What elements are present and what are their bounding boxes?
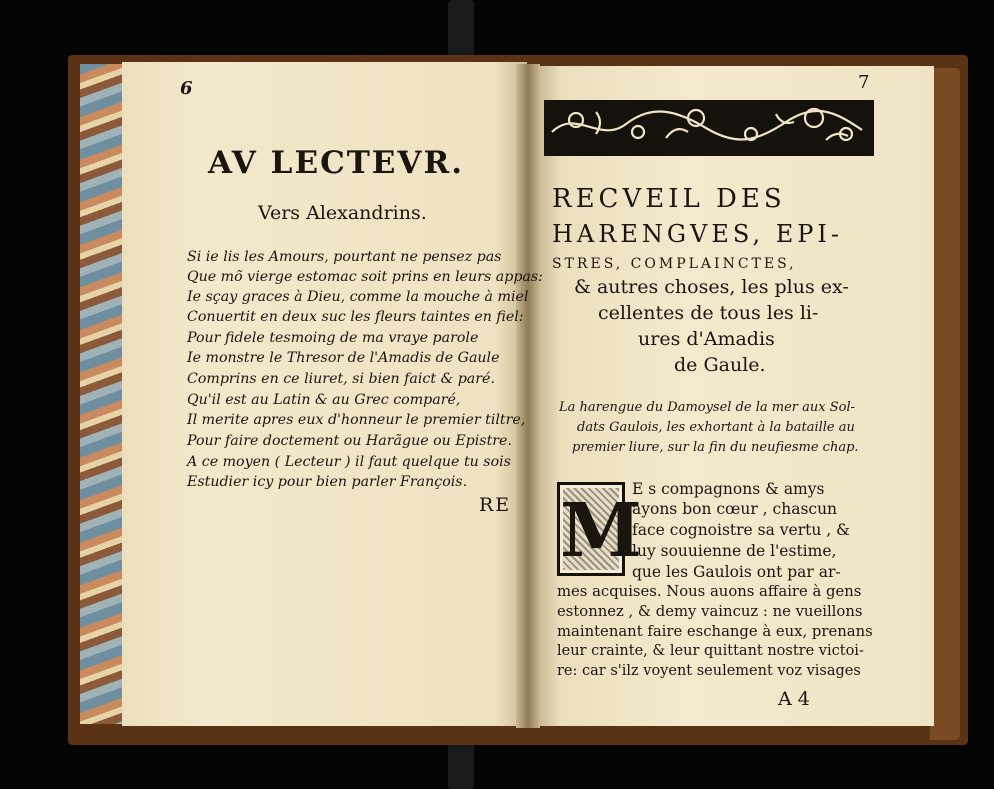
body-line: mes acquises. Nous auons affaire à gens — [557, 583, 862, 600]
verse-line: Ie monstre le Thresor de l'Amadis de Gaule — [187, 350, 500, 366]
heading-line: RECVEIL DES — [552, 184, 786, 214]
signature-mark: A 4 — [778, 688, 810, 710]
verse-line: Pour fidele tesmoing de ma vraye parole — [187, 330, 479, 346]
initial-letter: M — [560, 488, 642, 574]
book-gutter — [516, 64, 540, 728]
body-line: ayons bon cœur , chascun — [632, 500, 838, 518]
left-page-title: AV LECTEVR. — [208, 145, 465, 181]
book-cover-right-edge — [930, 68, 960, 740]
book-spine-top — [448, 0, 474, 60]
marbled-endpaper — [80, 64, 122, 724]
catchword: RE — [479, 494, 512, 516]
left-page-subtitle: Vers Alexandrins. — [258, 202, 427, 224]
heading-line: de Gaule. — [674, 354, 766, 376]
body-line: re: car s'ilz voyent seulement voz visages — [557, 663, 861, 679]
body-line: leur crainte, & leur quittant nostre victoi- — [557, 643, 864, 659]
body-line: face cognoistre sa vertu , & — [632, 521, 850, 539]
verse-line: Si ie lis les Amours, pourtant ne pensez pas — [187, 249, 502, 265]
body-line: estonnez , & demy vaincuz : ne vueillons — [557, 603, 863, 620]
right-page-number: 7 — [858, 72, 870, 93]
intro-line: dats Gaulois, les exhortant à la bataille au — [577, 420, 855, 435]
verse-line: Conuertit en deux suc les fleurs taintes en fiel: — [187, 309, 524, 325]
heading-line: ures d'Amadis — [638, 328, 775, 350]
verse-line: Estudier icy pour bien parler François. — [187, 474, 468, 490]
intro-line: La harengue du Damoysel de la mer aux Sol- — [559, 400, 856, 415]
left-page-number: 6 — [180, 78, 193, 99]
heading-line: cellentes de tous les li- — [598, 302, 819, 324]
verse-line: Pour faire doctement ou Harãgue ou Epistre. — [187, 433, 512, 449]
verse-line: Il merite apres eux d'honneur le premier tiltre, — [187, 412, 526, 428]
body-line: que les Gaulois ont par ar- — [632, 563, 841, 581]
floral-ornament-icon — [546, 102, 868, 150]
heading-line: STRES, COMPLAINCTES, — [552, 256, 797, 272]
verse-line: Que mõ vierge estomac soit prins en leurs appas: — [187, 269, 543, 285]
ornamental-headpiece — [544, 100, 874, 156]
decorated-initial — [557, 482, 642, 576]
verse-line: Qu'il est au Latin & au Grec comparé, — [187, 392, 461, 408]
body-line: maintenant faire eschange à eux, prenans — [557, 623, 873, 640]
book-spine-bottom — [448, 738, 474, 789]
heading-line: HARENGVES, EPI- — [552, 220, 843, 248]
body-line: E s compagnons & amys — [632, 480, 825, 498]
intro-line: premier liure, sur la fin du neufiesme chap. — [572, 440, 859, 455]
body-line: luy souuienne de l'estime, — [632, 542, 837, 560]
verse-line: Ie sçay graces à Dieu, comme la mouche à miel — [187, 289, 529, 305]
heading-line: & autres choses, les plus ex- — [574, 276, 849, 298]
verse-line: Comprins en ce liuret, si bien faict & paré. — [187, 371, 495, 387]
verse-line: A ce moyen ( Lecteur ) il faut quelque tu sois — [187, 454, 511, 470]
